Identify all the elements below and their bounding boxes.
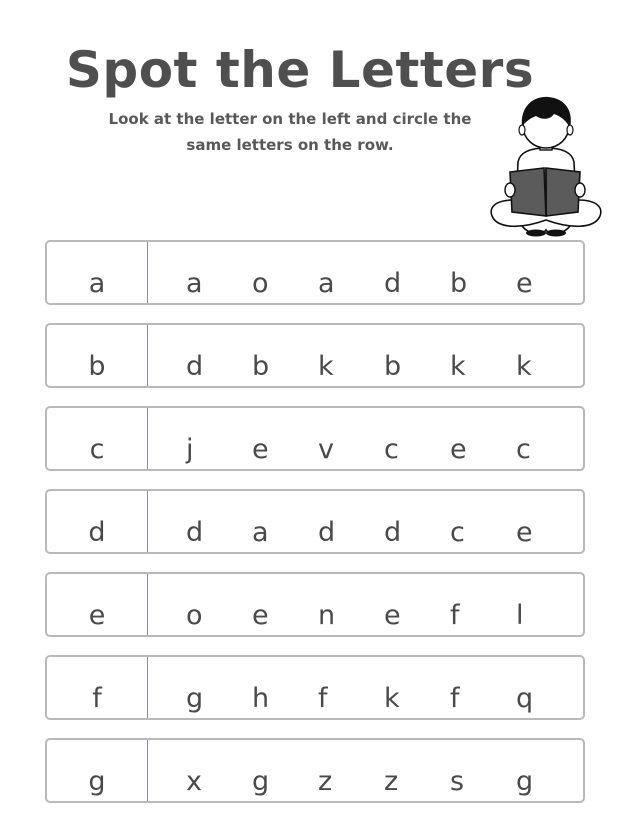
choice-letters [148,740,583,801]
choice-letter[interactable]: a [318,268,335,299]
choice-letter[interactable]: v [318,434,334,465]
target-letter: f [92,683,102,714]
letter-row [45,323,585,388]
target-letter: g [88,766,106,797]
choice-letter[interactable]: e [516,517,533,548]
choice-letter[interactable]: x [186,766,202,797]
choice-letter[interactable]: e [252,434,269,465]
choice-letter[interactable]: h [252,683,270,714]
letter-rows [45,240,585,821]
choice-letter[interactable]: f [318,683,328,714]
choice-letter[interactable]: g [252,766,270,797]
choice-letter[interactable]: o [252,268,269,299]
letter-row [45,738,585,803]
choice-letter[interactable]: d [384,268,402,299]
choice-letter[interactable]: k [516,351,532,382]
choice-letter[interactable]: b [384,351,402,382]
choice-letters [148,657,583,718]
choice-letters [148,408,583,469]
target-letter-cell [47,657,148,718]
choice-letters [148,574,583,635]
choice-letters [148,242,583,303]
choice-letter[interactable]: e [516,268,533,299]
page-title: Spot the Letters [65,41,535,99]
choice-letter[interactable]: l [516,600,524,631]
letter-row [45,572,585,637]
choice-letter[interactable]: o [186,600,203,631]
letter-row [45,655,585,720]
choice-letter[interactable]: f [450,600,460,631]
target-letter-cell [47,491,148,552]
letter-row [45,489,585,554]
target-letter-cell [47,408,148,469]
target-letter: c [89,434,105,465]
target-letter: a [88,268,106,299]
target-letter-cell [47,325,148,386]
target-letter-cell [47,574,148,635]
choice-letters [148,325,583,386]
choice-letter[interactable]: d [384,517,402,548]
choice-letter[interactable]: a [186,268,203,299]
child-reading-book-illustration [484,92,608,240]
choice-letter[interactable]: g [186,683,204,714]
choice-letter[interactable]: e [252,600,269,631]
choice-letter[interactable]: a [252,517,269,548]
choice-letter[interactable]: d [186,517,204,548]
choice-letter[interactable]: j [186,434,194,465]
choice-letter[interactable]: b [252,351,270,382]
choice-letter[interactable]: s [450,766,465,797]
instructions [80,106,500,158]
target-letter: b [88,351,106,382]
choice-letter[interactable]: c [450,517,465,548]
choice-letter[interactable]: k [384,683,400,714]
choice-letter[interactable]: g [516,766,534,797]
choice-letter[interactable]: z [318,766,333,797]
choice-letter[interactable]: c [384,434,399,465]
choice-letter[interactable]: b [450,268,468,299]
choice-letter[interactable]: n [318,600,336,631]
letter-row [45,406,585,471]
target-letter-cell [47,242,148,303]
instructions-line-1: Look at the letter on the left and circle the [108,110,472,128]
choice-letter[interactable]: c [516,434,531,465]
choice-letter[interactable]: z [384,766,399,797]
target-letter: e [88,600,106,631]
instructions-line-2: same letters on the row. [186,136,394,154]
choice-letters [148,491,583,552]
choice-letter[interactable]: f [450,683,460,714]
letter-row [45,240,585,305]
choice-letter[interactable]: q [516,683,534,714]
target-letter: d [88,517,106,548]
choice-letter[interactable]: d [186,351,204,382]
choice-letter[interactable]: e [384,600,401,631]
choice-letter[interactable]: k [450,351,466,382]
target-letter-cell [47,740,148,801]
choice-letter[interactable]: k [318,351,334,382]
choice-letter[interactable]: e [450,434,467,465]
choice-letter[interactable]: d [318,517,336,548]
